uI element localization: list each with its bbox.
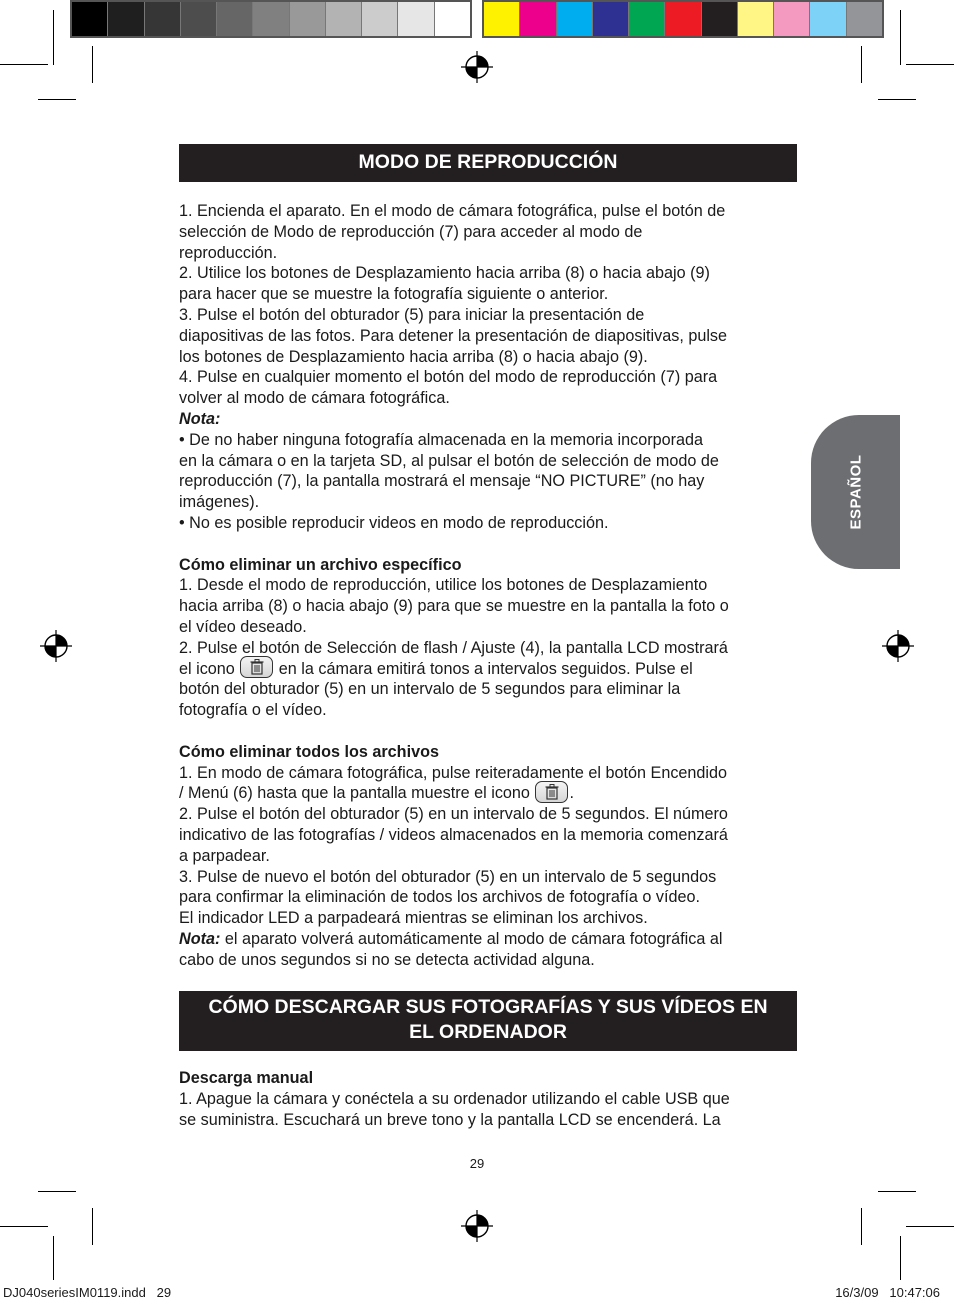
text-line-with-icon	[179, 783, 797, 804]
footer-filename: DJ040seriesIM0119.indd 29	[3, 1285, 172, 1300]
section-title-playback: MODO DE REPRODUCCIÓN	[179, 144, 797, 182]
color-swatch	[847, 2, 882, 36]
color-swatch	[145, 2, 181, 36]
crop-mark	[900, 10, 901, 65]
color-swatch	[362, 2, 398, 36]
color-swatch	[72, 2, 108, 36]
text-line: El indicador LED a parpadeará mientras se eliminan los archivos.	[179, 909, 648, 928]
text-line: 1. Encienda el aparato. En el modo de cámara fotográfica, pulse el botón de	[179, 202, 726, 220]
note-label: Nota:	[179, 929, 221, 948]
grayscale-calibration-bar	[70, 0, 472, 38]
text-line: hacia arriba (8) o hacia abajo (9) para que se muestre en la pantalla la foto o	[179, 597, 729, 616]
text-line: 1. Apague la cámara y conéctela a su ordenador utilizando el cable USB que	[179, 1090, 730, 1109]
crop-mark	[900, 1236, 901, 1280]
color-swatch	[520, 2, 556, 36]
color-swatch	[217, 2, 253, 36]
registration-mark	[40, 630, 72, 662]
download-text	[179, 1068, 797, 1130]
color-swatch	[738, 2, 774, 36]
color-swatch	[702, 2, 738, 36]
subheading-manual-download: Descarga manual	[179, 1069, 314, 1088]
crop-mark	[38, 99, 76, 100]
registration-mark	[882, 630, 914, 662]
text-line: reproducción.	[179, 243, 278, 262]
note-line	[179, 929, 797, 950]
crop-mark	[861, 1208, 862, 1245]
crop-mark	[906, 1226, 954, 1227]
crop-mark	[53, 1236, 54, 1280]
crop-mark	[38, 1191, 76, 1192]
color-swatch	[253, 2, 289, 36]
text-line: selección de Modo de reproducción (7) para acceder al modo de	[179, 222, 643, 241]
text-line: los botones de Desplazamiento hacia arriba (8) o hacia abajo (9).	[179, 347, 648, 366]
trash-icon	[535, 781, 568, 803]
text-line-with-icon	[179, 659, 797, 680]
text-line: el vídeo deseado.	[179, 617, 307, 636]
section-title-line: EL ORDENADOR	[409, 1021, 567, 1044]
text-line: • De no haber ninguna fotografía almacenada en la memoria incorporada	[179, 430, 703, 449]
subheading-delete-all: Cómo eliminar todos los archivos	[179, 742, 439, 761]
text-line: para hacer que se muestre la fotografía siguiente o anterior.	[179, 285, 609, 304]
text-line: reproducción (7), la pantalla mostrará el mensaje “NO PICTURE” (no hay	[179, 472, 705, 491]
text-line: en la cámara o en la tarjeta SD, al pulsar el botón de selección de modo de	[179, 451, 719, 470]
text-line: 4. Pulse en cualquier momento el botón del modo de reproducción (7) para	[179, 368, 718, 387]
subheading-delete-one: Cómo eliminar un archivo específico	[179, 555, 462, 574]
color-swatch	[398, 2, 434, 36]
language-side-tab	[811, 415, 900, 569]
text-line: imágenes).	[179, 493, 260, 512]
text-fragment: .	[569, 784, 574, 803]
page-content	[179, 144, 797, 1131]
crop-mark	[878, 99, 916, 100]
color-swatch	[774, 2, 810, 36]
text-line: 1. Desde el modo de reproducción, utilice los botones de Desplazamiento	[179, 576, 708, 595]
text-fragment: el icono	[179, 659, 235, 678]
color-swatch	[557, 2, 593, 36]
text-fragment: en la cámara emitirá tonos a intervalos seguidos. Pulse el	[278, 659, 693, 678]
text-fragment: el aparato volverá automáticamente al modo de cámara fotográfica al	[224, 929, 723, 948]
section-title-download	[179, 991, 797, 1051]
text-line: cabo de unos segundos si no se detecta actividad alguna.	[179, 950, 595, 969]
color-swatch	[665, 2, 701, 36]
crop-mark	[53, 10, 54, 65]
color-swatch	[629, 2, 665, 36]
text-line: a parpadear.	[179, 846, 270, 865]
crop-mark	[92, 1208, 93, 1245]
color-swatch	[326, 2, 362, 36]
playback-text	[179, 201, 797, 970]
text-line: para confirmar la eliminación de todos los archivos de fotografía o vídeo.	[179, 888, 700, 907]
text-line: 3. Pulse de nuevo el botón del obturador (5) en un intervalo de 5 segundos	[179, 867, 717, 886]
color-swatch	[435, 2, 470, 36]
text-line: 3. Pulse el botón del obturador (5) para iniciar la presentación de	[179, 305, 645, 324]
trash-icon	[240, 656, 273, 678]
text-line: volver al modo de cámara fotográfica.	[179, 389, 450, 408]
color-swatch	[484, 2, 520, 36]
color-swatch	[810, 2, 846, 36]
text-line: 1. En modo de cámara fotográfica, pulse reiteradamente el botón Encendido	[179, 763, 728, 782]
text-line: 2. Pulse el botón de Selección de flash / Ajuste (4), la pantalla LCD mostrará	[179, 638, 728, 657]
text-line: 2. Pulse el botón del obturador (5) en un intervalo de 5 segundos. El número	[179, 805, 728, 824]
color-swatch	[593, 2, 629, 36]
text-line: se suministra. Escuchará un breve tono y la pantalla LCD se encenderá. La	[179, 1111, 721, 1130]
crop-mark	[92, 46, 93, 83]
crop-mark	[0, 1226, 48, 1227]
color-swatch	[181, 2, 217, 36]
color-swatch	[108, 2, 144, 36]
text-line: • No es posible reproducir videos en modo de reproducción.	[179, 513, 609, 532]
crop-mark	[906, 64, 954, 65]
side-tab-label: ESPAÑOL	[847, 454, 864, 530]
text-line: 2. Utilice los botones de Desplazamiento hacia arriba (8) o hacia abajo (9)	[179, 264, 710, 283]
section-title-line: CÓMO DESCARGAR SUS FOTOGRAFÍAS Y SUS VÍDEOS EN	[208, 996, 768, 1019]
note-label: Nota:	[179, 409, 221, 428]
text-line: indicativo de las fotografías / videos almacenados en la memoria comenzará	[179, 825, 728, 844]
crop-mark	[0, 64, 48, 65]
registration-mark	[461, 51, 493, 83]
text-line: diapositivas de las fotos. Para detener la presentación de diapositivas, pulse	[179, 326, 728, 345]
text-line: fotografía o el vídeo.	[179, 701, 327, 720]
text-fragment: / Menú (6) hasta que la pantalla muestre el icono	[179, 784, 530, 803]
crop-mark	[878, 1191, 916, 1192]
crop-mark	[861, 46, 862, 83]
footer-timestamp: 16/3/09 10:47:06	[835, 1285, 940, 1300]
color-swatch	[290, 2, 326, 36]
color-calibration-bar	[482, 0, 884, 38]
registration-mark	[461, 1210, 493, 1242]
text-line: botón del obturador (5) en un intervalo de 5 segundos para eliminar la	[179, 680, 681, 699]
page-number: 29	[469, 1156, 485, 1171]
